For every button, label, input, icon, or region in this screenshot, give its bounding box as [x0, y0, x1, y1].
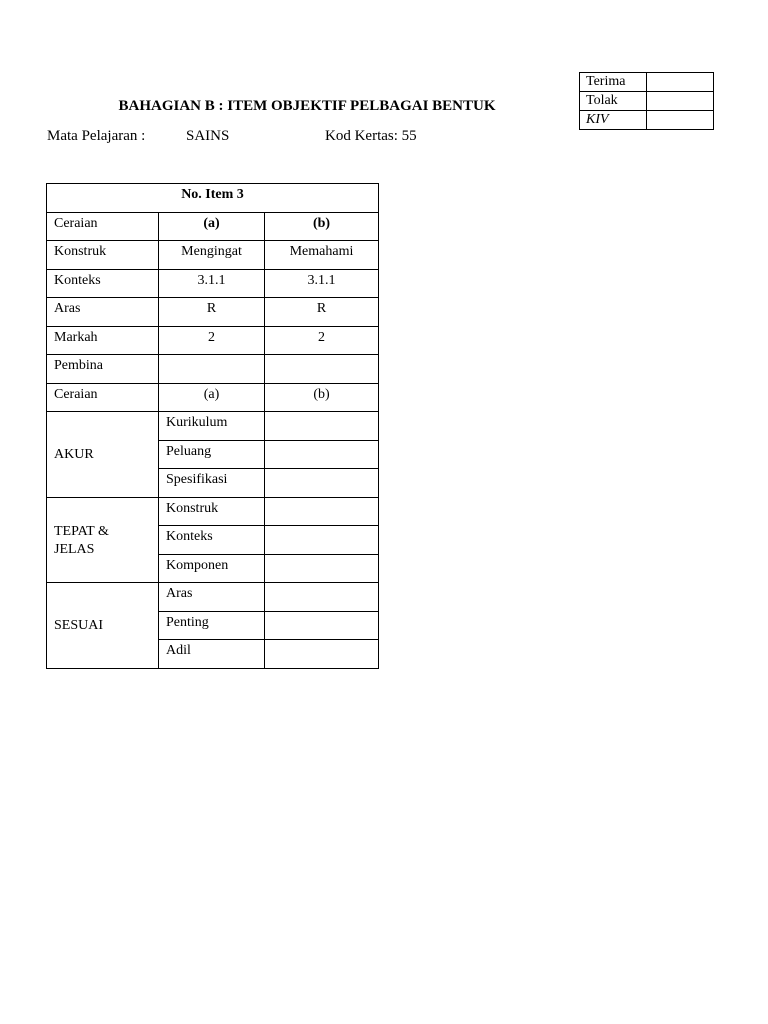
- table-row: [47, 269, 379, 298]
- criterion-check-cell[interactable]: [265, 611, 379, 640]
- group-label-tepat-jelas: TEPAT & JELAS: [47, 497, 159, 583]
- criterion-check-cell[interactable]: [265, 469, 379, 498]
- row-label: Markah: [47, 326, 159, 355]
- cell-b[interactable]: [265, 355, 379, 384]
- criterion-label: Adil: [159, 640, 265, 669]
- table-row: [47, 412, 379, 441]
- paper-code: Kod Kertas: 55: [325, 128, 417, 144]
- cell-a: (a): [159, 383, 265, 412]
- column-a-header: (a): [159, 212, 265, 241]
- kiv-label: KIV: [580, 111, 647, 130]
- criterion-label: Komponen: [159, 554, 265, 583]
- table-row: [47, 383, 379, 412]
- subject-label: Mata Pelajaran :: [47, 128, 146, 144]
- criterion-check-cell[interactable]: [265, 583, 379, 612]
- accept-checkbox[interactable]: [647, 73, 714, 92]
- table-row: [47, 298, 379, 327]
- item-number-header: No. Item 3: [47, 184, 379, 213]
- cell-b: 3.1.1: [265, 269, 379, 298]
- table-row: [47, 241, 379, 270]
- column-b-header: (b): [265, 212, 379, 241]
- item-review-table: [46, 183, 379, 669]
- row-label: Ceraian: [47, 212, 159, 241]
- criterion-check-cell[interactable]: [265, 526, 379, 555]
- criterion-label: Konteks: [159, 526, 265, 555]
- cell-a: Mengingat: [159, 241, 265, 270]
- group-label-sesuai: SESUAI: [47, 583, 159, 669]
- criterion-label: Penting: [159, 611, 265, 640]
- reject-checkbox[interactable]: [647, 92, 714, 111]
- cell-a: 2: [159, 326, 265, 355]
- accept-label: Terima: [580, 73, 647, 92]
- criterion-check-cell[interactable]: [265, 640, 379, 669]
- criterion-check-cell[interactable]: [265, 440, 379, 469]
- criterion-label: Peluang: [159, 440, 265, 469]
- group-label-akur: AKUR: [47, 412, 159, 498]
- cell-a: 3.1.1: [159, 269, 265, 298]
- page-title: BAHAGIAN B : ITEM OBJEKTIF PELBAGAI BENTUK: [118, 98, 496, 114]
- row-label: Pembina: [47, 355, 159, 384]
- cell-b: 2: [265, 326, 379, 355]
- subject-value: SAINS: [186, 128, 230, 144]
- row-label: Aras: [47, 298, 159, 327]
- reject-label: Tolak: [580, 92, 647, 111]
- cell-a: R: [159, 298, 265, 327]
- row-label: Konstruk: [47, 241, 159, 270]
- table-row: [47, 326, 379, 355]
- row-label: Konteks: [47, 269, 159, 298]
- cell-b: Memahami: [265, 241, 379, 270]
- criterion-label: Konstruk: [159, 497, 265, 526]
- table-row: [47, 497, 379, 526]
- cell-a[interactable]: [159, 355, 265, 384]
- table-row: [47, 212, 379, 241]
- kiv-checkbox[interactable]: [647, 111, 714, 130]
- criterion-check-cell[interactable]: [265, 412, 379, 441]
- criterion-check-cell[interactable]: [265, 497, 379, 526]
- criterion-label: Kurikulum: [159, 412, 265, 441]
- table-row: [47, 355, 379, 384]
- table-row: [47, 583, 379, 612]
- criterion-label: Spesifikasi: [159, 469, 265, 498]
- cell-b: (b): [265, 383, 379, 412]
- row-label: Ceraian: [47, 383, 159, 412]
- cell-b: R: [265, 298, 379, 327]
- criterion-label: Aras: [159, 583, 265, 612]
- criterion-check-cell[interactable]: [265, 554, 379, 583]
